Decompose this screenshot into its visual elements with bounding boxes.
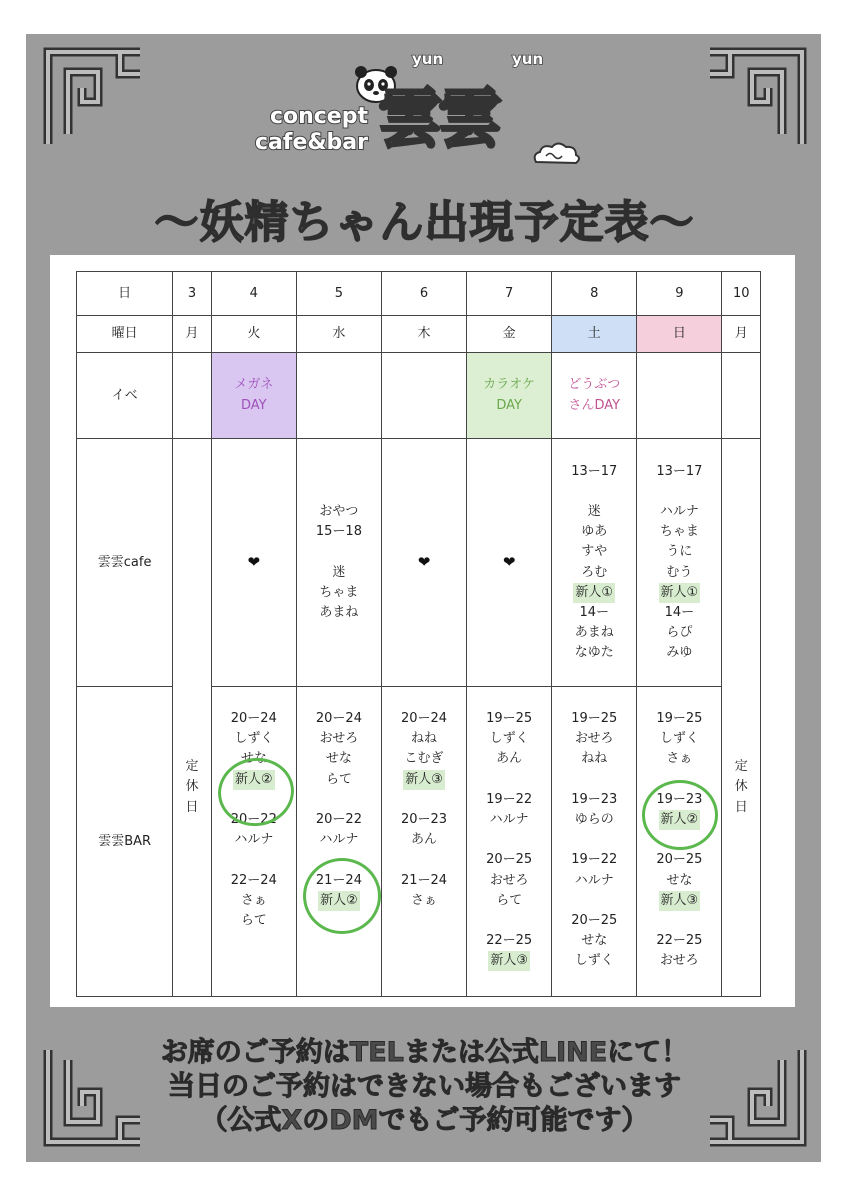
logo-yun-right: yun	[512, 50, 544, 68]
cell-line: せな	[666, 872, 693, 888]
event-cell-animal-day: どうぶつ さんDAY	[552, 353, 637, 439]
cell-line: 22ー25	[656, 933, 703, 949]
newbie-highlight-circle	[303, 858, 381, 934]
cell-line: 新人①	[552, 583, 636, 603]
cell-line: 新人③	[382, 770, 466, 790]
cell-gap	[382, 850, 466, 870]
cell-gap	[297, 790, 381, 810]
row-label-weekday: 曜日	[77, 316, 173, 353]
day-cell: 7	[467, 272, 552, 316]
closed-char: 休	[185, 779, 199, 795]
cell-line: うに	[666, 544, 693, 560]
cell-line: こむぎ	[404, 751, 444, 767]
cell-line: しずく	[234, 731, 274, 747]
cell-gap	[467, 911, 551, 931]
event-cell-karaoke-day: カラオケ DAY	[467, 353, 552, 439]
cell-line: むう	[666, 564, 693, 580]
row-label-day: 日	[77, 272, 173, 316]
cell-line: 20ー24	[315, 711, 362, 726]
bar-cell-tue	[211, 687, 296, 997]
cell-line: 20ー22	[315, 811, 362, 827]
closed-cell-mon	[173, 439, 212, 997]
cell-line: しずく	[489, 731, 529, 747]
logo-text: concept cafe&bar	[254, 104, 368, 155]
cell-line: 13ー17	[571, 463, 618, 479]
cell-line: 21ー24	[315, 872, 362, 888]
cell-gap	[552, 830, 636, 850]
cell-line: あん	[496, 751, 523, 767]
cell-line: おせろ	[319, 731, 359, 747]
cell-line: せな	[581, 933, 608, 949]
brand-logo	[230, 48, 610, 168]
heart-icon: ❤	[502, 552, 516, 571]
cell-line: 14ー	[579, 604, 610, 620]
cell-line: ハルナ	[659, 503, 699, 519]
table-row-event	[77, 353, 761, 439]
bar-cell-wed	[296, 687, 381, 997]
cell-line: ハルナ	[319, 832, 359, 848]
cell-line: ろむ	[581, 564, 608, 580]
weekday-cell-sunday: 日	[637, 316, 722, 353]
cell-line: おやつ	[319, 503, 359, 519]
bar-cell-sat	[552, 687, 637, 997]
day-cell: 10	[722, 272, 761, 316]
cloud-icon	[530, 140, 582, 168]
cell-line: 迷	[587, 503, 601, 519]
cell-line: おせろ	[660, 953, 699, 969]
cell-gap	[552, 482, 636, 502]
logo-yun-left: yun	[412, 50, 444, 68]
cell-line: なゆた	[574, 645, 614, 661]
row-label-cafe: 雲雲cafe	[77, 439, 173, 687]
day-cell: 6	[381, 272, 466, 316]
cell-gap	[467, 770, 551, 790]
cafe-cell-wed	[296, 439, 381, 687]
bar-cell-fri	[467, 687, 552, 997]
corner-frame-icon	[40, 44, 150, 154]
cell-line: ゆあ	[581, 524, 608, 540]
cell-line: 20ー23	[400, 811, 448, 827]
event-cell	[381, 353, 466, 439]
cell-line: 20ー25	[656, 852, 703, 868]
day-cell: 3	[173, 272, 212, 316]
event-cell	[173, 353, 212, 439]
cell-line: ちゃま	[659, 524, 699, 540]
cell-line: ハルナ	[489, 811, 529, 827]
cell-line: 19ー22	[571, 852, 618, 868]
cell-line: 19ー22	[486, 791, 533, 807]
cell-line: 19ー25	[656, 711, 703, 726]
heart-icon: ❤	[247, 552, 261, 571]
cell-line: せな	[240, 751, 267, 767]
cell-line: 迷	[332, 564, 346, 580]
cell-line: 新人①	[637, 583, 721, 603]
closed-char: 休	[734, 779, 748, 795]
cell-line: あん	[411, 832, 438, 848]
event-cell	[722, 353, 761, 439]
weekday-cell: 月	[173, 316, 212, 353]
cell-line: せな	[325, 751, 352, 767]
cell-line: おせろ	[574, 731, 614, 747]
weekday-cell: 木	[381, 316, 466, 353]
cell-line: さぁ	[411, 892, 438, 908]
cell-gap	[637, 911, 721, 931]
page-title: 〜妖精ちゃん出現予定表〜	[154, 197, 695, 248]
cell-line: 19ー25	[571, 711, 618, 726]
cell-line: あまね	[319, 604, 359, 620]
closed-char: 日	[734, 799, 748, 815]
cell-line: おせろ	[489, 872, 529, 888]
notice-line: お席のご予約はTELまたは公式LINEにて！	[160, 1037, 689, 1068]
cell-line: 19ー23	[571, 791, 618, 807]
cell-line: 19ー23	[656, 791, 703, 807]
closed-label	[173, 757, 211, 818]
corner-frame-icon	[700, 44, 810, 154]
cell-line: らぴ	[666, 625, 693, 641]
table-row-day	[77, 272, 761, 316]
table-row-cafe	[77, 439, 761, 687]
cell-line: 19ー25	[486, 711, 533, 726]
schedule-table	[76, 271, 761, 997]
cell-line: ハルナ	[234, 832, 274, 848]
cell-line: 22ー25	[486, 933, 533, 949]
reservation-notice	[0, 1036, 849, 1138]
cell-gap	[552, 770, 636, 790]
event-cell	[296, 353, 381, 439]
weekday-cell-saturday: 土	[552, 316, 637, 353]
cell-line: 新人②	[297, 891, 381, 911]
closed-cell-mon-2	[722, 439, 761, 997]
cafe-cell-sun	[637, 439, 722, 687]
cell-line: さぁ	[666, 751, 693, 767]
weekday-cell: 金	[467, 316, 552, 353]
cell-line: しずく	[659, 731, 699, 747]
event-cell-megane-day: メガネ DAY	[211, 353, 296, 439]
cell-line: 新人②	[637, 810, 721, 830]
cell-gap	[637, 482, 721, 502]
newbie-highlight-circle	[642, 780, 718, 850]
closed-char: 定	[185, 759, 199, 775]
day-cell: 8	[552, 272, 637, 316]
table-row-weekday	[77, 316, 761, 353]
day-cell: 5	[296, 272, 381, 316]
closed-char: 日	[185, 799, 199, 815]
notice-line: 当日のご予約はできない場合もございます	[168, 1071, 681, 1102]
cell-line: さぁ	[240, 892, 267, 908]
cell-line: すや	[581, 544, 608, 560]
cell-line: 13ー17	[656, 463, 703, 479]
cell-line: 14ー	[664, 604, 695, 620]
cafe-cell-thu	[381, 439, 466, 687]
cell-gap	[297, 542, 381, 562]
cell-line: ねね	[581, 751, 608, 767]
cell-line: 新人③	[637, 891, 721, 911]
cafe-cell-tue	[211, 439, 296, 687]
cafe-cell-sat	[552, 439, 637, 687]
cafe-cell-fri	[467, 439, 552, 687]
cell-line: みゆ	[666, 645, 693, 661]
weekday-cell: 火	[211, 316, 296, 353]
closed-char: 定	[734, 759, 748, 775]
row-label-bar: 雲雲BAR	[77, 687, 173, 997]
cell-line: らて	[325, 771, 352, 787]
cell-line: 21ー24	[400, 872, 448, 888]
cell-line: 20ー25	[571, 912, 618, 928]
cell-line: ゆらの	[574, 811, 614, 827]
cell-line: 22ー24	[230, 872, 277, 888]
bar-cell-thu	[381, 687, 466, 997]
cell-line: 15ー18	[315, 524, 362, 540]
cell-gap	[552, 891, 636, 911]
cell-line: ちゃま	[319, 584, 359, 600]
cell-gap	[212, 850, 296, 870]
cell-gap	[382, 790, 466, 810]
cell-line: 新人②	[212, 770, 296, 790]
cell-line: 20ー25	[486, 852, 533, 868]
row-label-event: イベ	[77, 353, 173, 439]
notice-line: （公式XのDMでもご予約可能です）	[200, 1105, 649, 1136]
cell-gap	[467, 830, 551, 850]
cell-line: ねね	[411, 731, 438, 747]
cell-line: 20ー24	[400, 711, 448, 726]
closed-label	[722, 757, 760, 818]
cell-line: あまね	[574, 625, 614, 641]
weekday-cell: 月	[722, 316, 761, 353]
heart-icon: ❤	[417, 552, 431, 571]
cell-line: ハルナ	[574, 872, 614, 888]
day-cell: 4	[211, 272, 296, 316]
cell-line: しずく	[574, 953, 614, 969]
day-cell: 9	[637, 272, 722, 316]
cell-line: 20ー22	[230, 811, 277, 827]
cell-line: らて	[496, 892, 523, 908]
logo-kanji: 雲雲	[378, 83, 498, 157]
weekday-cell: 水	[296, 316, 381, 353]
cell-line: 新人③	[467, 951, 551, 971]
event-cell	[637, 353, 722, 439]
cell-line: らて	[240, 912, 267, 928]
cell-line: 20ー24	[230, 711, 277, 726]
